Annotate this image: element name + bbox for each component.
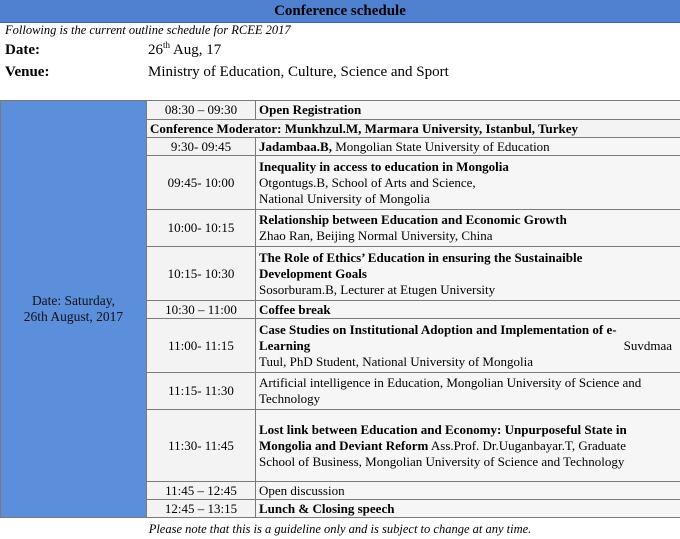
session-line-1: Artificial intelligence in Education, Mongolian University of Science and (259, 375, 642, 390)
day-cell (1, 101, 147, 518)
session-title: Inequality in access to education in Mongolia (259, 158, 509, 174)
schedule-table (0, 100, 680, 518)
session-title-row-2 (259, 338, 677, 354)
session-title-1: Case Studies on Institutional Adoption and Implementation of e- (259, 321, 617, 337)
session-affil: School of Business, Mongolian University of Science and Technology (259, 453, 625, 469)
session-line-2: Technology (259, 391, 321, 406)
session-title: Lunch & Closing speech (256, 500, 680, 518)
session-title: Open Registration (256, 101, 680, 120)
session-title-1: Lost link between Education and Economy: Unpurposeful State in (259, 421, 627, 437)
session-desc (256, 319, 680, 373)
session-speaker: Otgontugs.B, School of Arts and Science, (259, 174, 476, 190)
time-cell: 10:00- 10:15 (147, 210, 256, 247)
time-cell: 10:15- 10:30 (147, 247, 256, 301)
session-title: Relationship between Education and Economic Growth (259, 212, 567, 227)
venue-value: Ministry of Education, Culture, Science and Sport (148, 64, 449, 80)
venue-label: Venue: (5, 64, 50, 80)
session-title-1: The Role of Ethics’ Education in ensuring the Sustainaible (259, 249, 583, 265)
session-affil: National University of Mongolia (259, 190, 430, 206)
date-rest: Aug, 17 (170, 42, 222, 58)
time-cell: 12:45 – 13:15 (147, 500, 256, 518)
time-cell: 11:45 – 12:45 (147, 482, 256, 500)
speaker-affil: Mongolian State University of Education (331, 138, 550, 154)
time-cell: 11:15- 11:30 (147, 373, 256, 410)
session-desc (256, 410, 680, 482)
page-title: Conference schedule (0, 0, 680, 23)
session-speaker: Tuul, PhD Student, National University of Mongolia (259, 353, 533, 369)
subtitle: Following is the current outline schedule for RCEE 2017 (5, 23, 291, 37)
session-desc (256, 247, 680, 301)
time-cell: 09:45- 10:00 (147, 156, 256, 210)
time-cell: 11:00- 11:15 (147, 319, 256, 373)
session-speaker: Sosorburam.B, Lecturer at Etugen University (259, 281, 496, 297)
session-desc (256, 156, 680, 210)
moderator-cell: Conference Moderator: Munkhzul.M, Marmara University, Istanbul, Turkey (147, 120, 680, 138)
day-line-2: 26th August, 2017 (23, 309, 124, 324)
session-title-2: Mongolia and Deviant Reform (259, 437, 429, 453)
time-cell: 9:30- 09:45 (147, 138, 256, 156)
session-title: Coffee break (256, 301, 680, 319)
session-speaker: Zhao Ran, Beijing Normal University, China (259, 228, 493, 243)
session-desc (256, 210, 680, 247)
session-speaker: Ass.Prof. Dr.Uuganbayar.T, Graduate (428, 437, 626, 453)
date-label: Date: (5, 42, 40, 58)
date-suffix: th (163, 40, 171, 50)
speaker-first-name: Suvdmaa (623, 337, 672, 353)
speaker-name: Jadambaa.B, (259, 138, 332, 154)
session-desc (256, 373, 680, 410)
session-title-2: Development Goals (259, 265, 367, 281)
session-desc (256, 138, 680, 156)
session-title: Open discussion (256, 482, 680, 500)
session-title-2: Learning (259, 337, 311, 353)
time-cell: 11:30- 11:45 (147, 410, 256, 482)
session-title-row-2 (259, 438, 677, 454)
footer-note: Please note that this is a guideline only and is subject to change at any time. (148, 522, 532, 536)
table-row (1, 101, 680, 120)
date-day: 26 (148, 42, 163, 58)
date-value (148, 42, 221, 59)
time-cell: 08:30 – 09:30 (147, 101, 256, 120)
day-line-1: Date: Saturday, (31, 293, 116, 308)
time-cell: 10:30 – 11:00 (147, 301, 256, 319)
